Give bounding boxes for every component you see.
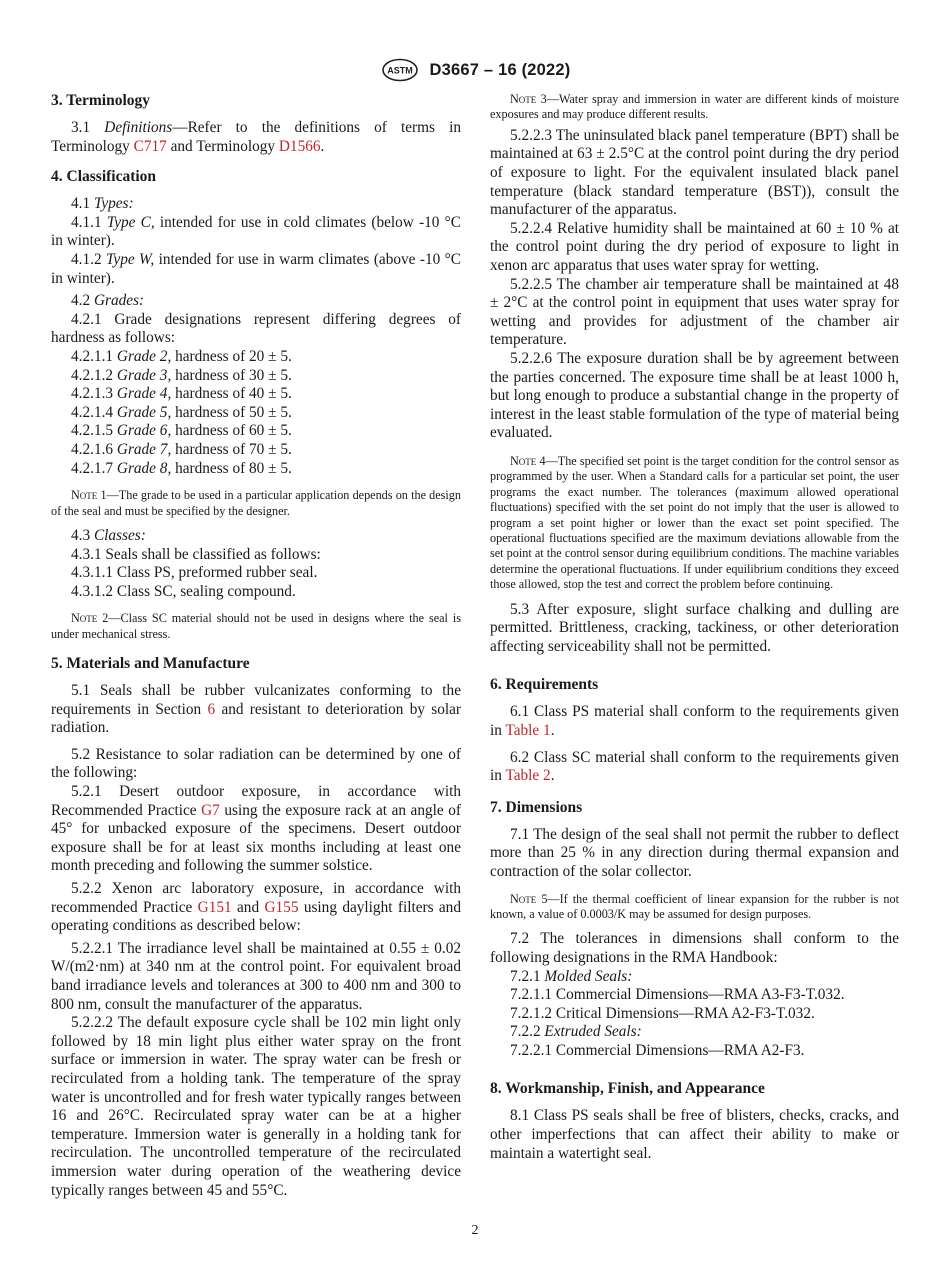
section-heading-dimensions: 7. Dimensions	[490, 798, 583, 816]
list-item-grade: 4.2.1.5 Grade 6, hardness of 60 ± 5.	[71, 422, 292, 440]
section-heading-terminology: 3. Terminology	[51, 92, 151, 109]
paragraph-4-3-1-1: 4.3.1.1 Class PS, preformed rubber seal.	[71, 564, 318, 582]
paragraph-4-1-1: 4.1.1 Type C, intended for use in cold climates (below -10 °C in winter).	[51, 213, 462, 250]
paragraph-7-1: 7.1 The design of the seal shall not permit the rubber to deflect more than 25 % in any direction during thermal expansion and contraction of the solar collector.	[490, 825, 899, 880]
paragraph-5-2-2-4: 5.2.2.4 Relative humidity shall be maintained at 60 ± 10 % at the control point during the dry period of exposure to light in xenon arc apparatus that uses water spray for wetting.	[490, 219, 899, 274]
paragraph-5-2-2-2: 5.2.2.2 The default exposure cycle shall be 102 min light only followed by 18 min light plus either water spray on the front surface or immersion in water. The spray water can be fresh or recirculated from a holding tank. The temperature of the spray water is uncontrolled and for fresh water typically ranges between 16 and 26°C. Recirculated spray water can be at a higher temperature. Immersion water is generally in a holding tank for recirculation. The uncontrolled temperature of the recirculated immersion water during operation of the weathering device typically ranges between 45 and 55°C.	[51, 1014, 461, 1199]
link-g7[interactable]: G7	[201, 801, 220, 819]
section-heading-classification: 4. Classification	[51, 168, 157, 186]
paragraph-7-2-1: 7.2.1 Molded Seals:	[510, 967, 633, 985]
paragraph-5-2-2: 5.2.2 Xenon arc laboratory exposure, in accordance with recommended Practice G151 and G155 using daylight filters and operating conditions as described below:	[51, 880, 461, 935]
page-number: 2	[471, 1223, 479, 1238]
paragraph-5-2-1: 5.2.1 Desert outdoor exposure, in accordance with Recommended Practice G7 using the exposure rack at an angle of 45° for unbacked exposure of the specimens. Desert outdoor exposure shall be for at least six months including at least one month preceding and following the summer solstice.	[51, 783, 461, 875]
paragraph-7-2-2: 7.2.2 Extruded Seals:	[510, 1023, 642, 1041]
link-section-6[interactable]: 6	[207, 700, 216, 718]
paragraph-7-2-2-1: 7.2.2.1 Commercial Dimensions—RMA A2-F3.	[510, 1041, 805, 1059]
astm-logo-icon	[380, 58, 420, 82]
list-item-grade: 4.2.1.1 Grade 2, hardness of 20 ± 5.	[71, 347, 292, 365]
paragraph-6-2: 6.2 Class SC material shall conform to the requirements given in Table 2.	[490, 748, 899, 785]
note-3: Note 3—Water spray and immersion in water are different kinds of moisture exposures and may produce different results.	[490, 92, 899, 122]
note-4: Note 4—The specified set point is the target condition for the control sensor as programmed by the user. When a Standard calls for a particular set point, the user programs the exact number. The tolerances (maximum allowed operational fluctuations) specified with the set point do not imply that the user is allowed to program a set point higher or lower than the exact set point specified. The operational fluctuations specified are the maximum deviations allowable from the set point at the control sensor during equilibrium conditions. The machine variables determine the operational fluctuations. If under equilibrium conditions they exceed those allowed, stop the test and correct the problem before continuing.	[490, 453, 899, 592]
paragraph-4-2: 4.2 Grades:	[71, 292, 145, 310]
note-5: Note 5—If the thermal coefficient of linear expansion for the rubber is not known, a value of 0.0003/K may be assumed for design purposes.	[490, 891, 899, 921]
logo-text: ASTM	[386, 65, 413, 76]
link-g155[interactable]: G155	[264, 898, 299, 916]
link-table-1[interactable]: Table 1	[505, 721, 551, 739]
list-item-grade: 4.2.1.4 Grade 5, hardness of 50 ± 5.	[71, 403, 292, 421]
right-column	[490, 92, 899, 1163]
left-column	[51, 92, 461, 1200]
link-table-2[interactable]: Table 2	[505, 767, 551, 785]
document-title: D3667 – 16 (2022)	[429, 60, 571, 79]
paragraph-3-1: 3.1 Definitions—Refer to the definitions of terms in Terminology C717 and Terminology D1566.	[51, 119, 461, 155]
paragraph-5-2-2-1: 5.2.2.1 The irradiance level shall be maintained at 0.55 ± 0.02 W/(m2·nm) at 340 nm at the control point. For equivalent broad band irradiance levels and tolerances at 300 to 400 nm and 300 to 800 nm, consult the manufacturer of the apparatus.	[51, 939, 461, 1013]
paragraph-5-3: 5.3 After exposure, slight surface chalking and dulling are permitted. Brittleness, cracking, tackiness, or other deterioration affecting serviceability shall not be permitted.	[490, 600, 899, 655]
paragraph-4-1: 4.1 Types:	[71, 195, 134, 213]
list-item-grade: 4.2.1.3 Grade 4, hardness of 40 ± 5.	[71, 385, 292, 403]
paragraph-6-1: 6.1 Class PS material shall conform to the requirements given in Table 1.	[490, 703, 899, 739]
list-item-grade: 4.2.1.6 Grade 7, hardness of 70 ± 5.	[71, 440, 292, 458]
list-item-grade: 4.2.1.7 Grade 8, hardness of 80 ± 5.	[71, 459, 292, 477]
paragraph-7-2: 7.2 The tolerances in dimensions shall conform to the following designations in the RMA Handbook:	[490, 930, 899, 966]
paragraph-8-1: 8.1 Class PS seals shall be free of blisters, checks, cracks, and other imperfections that can affect their ability to make or maintain a watertight seal.	[490, 1107, 899, 1162]
list-item-grade: 4.2.1.2 Grade 3, hardness of 30 ± 5.	[71, 366, 292, 384]
paragraph-5-2: 5.2 Resistance to solar radiation can be determined by one of the following:	[51, 745, 461, 782]
paragraph-4-3: 4.3 Classes:	[71, 526, 146, 544]
paragraph-5-1: 5.1 Seals shall be rubber vulcanizates conforming to the requirements in Section 6 and resistant to deterioration by solar radiation.	[51, 682, 462, 737]
paragraph-5-2-2-6: 5.2.2.6 The exposure duration shall be by agreement between the parties concerned. The exposure time shall be at least 1000 h, but long enough to produce a substantial change in the property of interest in the least stable formulation of the type of material being evaluated.	[490, 349, 899, 442]
paragraph-4-3-1-2: 4.3.1.2 Class SC, sealing compound.	[71, 582, 296, 600]
note-1: Note 1—The grade to be used in a particular application depends on the design of the seal and must be specified by the designer.	[51, 488, 461, 518]
paragraph-4-3-1: 4.3.1 Seals shall be classified as follows:	[71, 545, 321, 563]
note-2: Note 2—Class SC material should not be used in designs where the seal is under mechanical stress.	[51, 611, 461, 641]
page-header	[0, 58, 950, 82]
paragraph-5-2-2-5: 5.2.2.5 The chamber air temperature shall be maintained at 48 ± 2°C at the control point in equipment that uses water spray for wetting and provides for adjustment of the chamber air temperature.	[490, 275, 899, 349]
link-g151[interactable]: G151	[197, 898, 232, 916]
paragraph-7-2-1-2: 7.2.1.2 Critical Dimensions—RMA A2-F3-T.032.	[510, 1004, 815, 1022]
paragraph-4-1-2: 4.1.2 Type W, intended for use in warm climates (above -10 °C in winter).	[51, 250, 461, 287]
paragraph-4-2-1: 4.2.1 Grade designations represent differing degrees of hardness as follows:	[51, 310, 461, 347]
link-c717[interactable]: C717	[133, 137, 167, 155]
section-heading-materials: 5. Materials and Manufacture	[51, 655, 250, 673]
section-heading-workmanship: 8. Workmanship, Finish, and Appearance	[490, 1080, 765, 1098]
link-d1566[interactable]: D1566	[278, 137, 321, 155]
paragraph-7-2-1-1: 7.2.1.1 Commercial Dimensions—RMA A3-F3-T.032.	[510, 986, 845, 1004]
section-heading-requirements: 6. Requirements	[490, 676, 599, 694]
paragraph-5-2-2-3: 5.2.2.3 The uninsulated black panel temperature (BPT) shall be maintained at 63 ± 2.5°C at the control point during the dry period of exposure to light. For the equivalent insulated black panel temperature (black standard temperature (BST)), consult the manufacturer of the apparatus.	[490, 126, 899, 219]
